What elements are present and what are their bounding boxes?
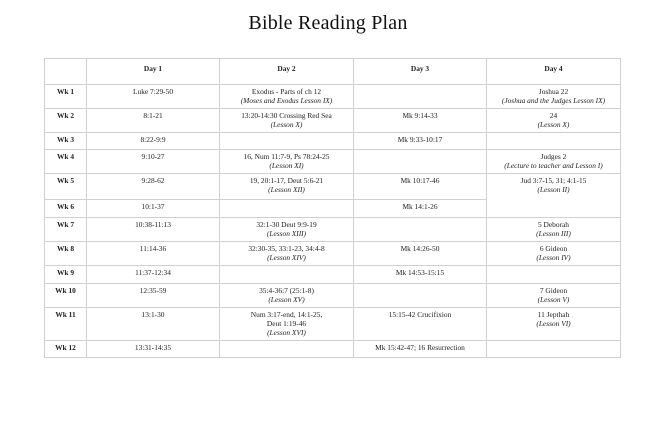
reading-text: 13:20-14:30 Crossing Red Sea bbox=[241, 111, 332, 120]
day-3-cell bbox=[354, 200, 487, 218]
week-label: Wk 1 bbox=[45, 85, 87, 109]
day-4-cell bbox=[487, 150, 621, 174]
reading-text: 35:4-36:7 (25:1-8) bbox=[259, 286, 314, 295]
day-4-cell bbox=[487, 85, 621, 109]
header-day-4: Day 4 bbox=[487, 59, 621, 85]
day-4-cell bbox=[487, 266, 621, 284]
lesson-note: (Lecture to teacher and Lesson I) bbox=[504, 161, 603, 170]
day-4-cell bbox=[487, 242, 621, 266]
day-4-cell bbox=[487, 284, 621, 308]
header-day-3: Day 3 bbox=[354, 59, 487, 85]
week-label: Wk 3 bbox=[45, 133, 87, 150]
week-label: Wk 10 bbox=[45, 284, 87, 308]
table-row bbox=[45, 308, 621, 341]
table-row bbox=[45, 341, 621, 358]
lesson-note: (Lesson XV) bbox=[268, 295, 305, 304]
lesson-note: (Lesson V) bbox=[537, 295, 570, 304]
day-3-cell bbox=[354, 218, 487, 242]
day-3-cell bbox=[354, 85, 487, 109]
week-label: Wk 2 bbox=[45, 109, 87, 133]
lesson-note: (Moses and Exodus Lesson IX) bbox=[240, 96, 333, 105]
week-label: Wk 12 bbox=[45, 341, 87, 358]
day-3-cell bbox=[354, 266, 487, 284]
day-1-cell bbox=[87, 174, 220, 200]
day-1-cell bbox=[87, 266, 220, 284]
day-1-cell bbox=[87, 200, 220, 218]
reading-text: Mk 10:17-46 bbox=[400, 176, 440, 185]
reading-text: Joshua 22 bbox=[538, 87, 569, 96]
reading-text: Luke 7:29-50 bbox=[132, 87, 174, 96]
table-row bbox=[45, 284, 621, 308]
lesson-note: (Lesson IV) bbox=[536, 253, 571, 262]
reading-text: Num 3:17-end, 14:1-25, bbox=[250, 310, 323, 319]
day-1-cell bbox=[87, 85, 220, 109]
reading-text: Judges 2 bbox=[540, 152, 567, 161]
table-row bbox=[45, 109, 621, 133]
lesson-note: (Lesson XII) bbox=[268, 185, 305, 194]
reading-plan-body bbox=[45, 85, 621, 358]
table-row bbox=[45, 266, 621, 284]
lesson-note: (Lesson XVI) bbox=[267, 328, 306, 337]
day-4-cell bbox=[487, 174, 621, 218]
reading-text: Jud 3:7-15, 31; 4:1-15 bbox=[520, 176, 587, 185]
day-3-cell bbox=[354, 174, 487, 200]
header-day-2: Day 2 bbox=[220, 59, 354, 85]
day-2-cell bbox=[220, 308, 354, 341]
day-3-cell bbox=[354, 341, 487, 358]
day-1-cell bbox=[87, 109, 220, 133]
header-day-1: Day 1 bbox=[87, 59, 220, 85]
page-title: Bible Reading Plan bbox=[248, 12, 408, 34]
lesson-note: (Lesson II) bbox=[537, 185, 570, 194]
lesson-note: (Lesson VI) bbox=[536, 319, 571, 328]
reading-text: 10:38-11:13 bbox=[135, 220, 171, 229]
reading-text: 13:31-14:35 bbox=[134, 343, 172, 352]
day-4-cell bbox=[487, 109, 621, 133]
day-3-cell bbox=[354, 109, 487, 133]
reading-text: Mk 9:33-10:17 bbox=[397, 135, 443, 144]
day-4-cell bbox=[487, 341, 621, 358]
reading-text: 32:30-35, 33:1-23, 34:4-8 bbox=[248, 244, 325, 253]
day-2-cell bbox=[220, 109, 354, 133]
day-1-cell bbox=[87, 341, 220, 358]
day-3-cell bbox=[354, 150, 487, 174]
day-2-cell bbox=[220, 341, 354, 358]
reading-text: 6 Gideon bbox=[539, 244, 568, 253]
reading-text: 10:1-37 bbox=[141, 202, 165, 211]
week-label: Wk 11 bbox=[45, 308, 87, 341]
reading-text: 13:1-30 bbox=[141, 310, 165, 319]
table-row bbox=[45, 218, 621, 242]
reading-text: 32:1-30 Deut 9:9-19 bbox=[256, 220, 317, 229]
day-1-cell bbox=[87, 308, 220, 341]
reading-text: Exodus - Parts of ch 12 bbox=[251, 87, 322, 96]
reading-text: 7 Gideon bbox=[539, 286, 568, 295]
day-2-cell bbox=[220, 284, 354, 308]
reading-text: Mk 14:26-50 bbox=[400, 244, 440, 253]
header-row bbox=[45, 59, 621, 85]
reading-text: 8:1-21 bbox=[143, 111, 163, 120]
reading-text: Mk 14:53-15:15 bbox=[395, 268, 445, 277]
week-label: Wk 4 bbox=[45, 150, 87, 174]
day-4-cell bbox=[487, 218, 621, 242]
day-2-cell bbox=[220, 133, 354, 150]
day-2-cell bbox=[220, 200, 354, 218]
lesson-note: (Lesson III) bbox=[536, 229, 571, 238]
table-row bbox=[45, 242, 621, 266]
lesson-note: (Lesson X) bbox=[270, 120, 303, 129]
reading-text: 16, Num 11:7-9, Ps 78:24-25 bbox=[243, 152, 330, 161]
reading-text: Mk 14:1-26 bbox=[402, 202, 438, 211]
day-2-cell bbox=[220, 266, 354, 284]
lesson-note: (Lesson XIII) bbox=[266, 229, 307, 238]
lesson-note: (Lesson XIV) bbox=[267, 253, 306, 262]
reading-text: 24 bbox=[549, 111, 558, 120]
day-1-cell bbox=[87, 150, 220, 174]
lesson-note: (Lesson XI) bbox=[269, 161, 304, 170]
table-row bbox=[45, 174, 621, 200]
reading-text: Mk 9:14-33 bbox=[402, 111, 438, 120]
day-2-cell bbox=[220, 218, 354, 242]
week-label: Wk 8 bbox=[45, 242, 87, 266]
day-2-cell bbox=[220, 85, 354, 109]
lesson-note: (Joshua and the Judges Lesson IX) bbox=[501, 96, 606, 105]
week-label: Wk 7 bbox=[45, 218, 87, 242]
reading-text: Deut 1:19-46 bbox=[266, 319, 307, 328]
reading-text: 12:35-59 bbox=[139, 286, 167, 295]
reading-text: 9:28-62 bbox=[141, 176, 165, 185]
reading-text: 19, 20:1-17, Deut 5:6-21 bbox=[249, 176, 324, 185]
reading-plan-table bbox=[44, 58, 621, 358]
header-corner bbox=[45, 59, 87, 85]
reading-text: 11:37-12:34 bbox=[135, 268, 171, 277]
day-3-cell bbox=[354, 133, 487, 150]
reading-text: 11:14-36 bbox=[139, 244, 167, 253]
reading-text: Mk 15:42-47; 16 Resurrection bbox=[375, 343, 465, 352]
day-1-cell bbox=[87, 133, 220, 150]
day-1-cell bbox=[87, 242, 220, 266]
reading-text: 11 Jepthah bbox=[537, 310, 570, 319]
day-4-cell bbox=[487, 133, 621, 150]
week-label: Wk 5 bbox=[45, 174, 87, 200]
reading-text: 8:22-9:9 bbox=[140, 135, 166, 144]
day-1-cell bbox=[87, 284, 220, 308]
day-2-cell bbox=[220, 174, 354, 200]
reading-text: 5 Deborah bbox=[538, 220, 569, 229]
table-row bbox=[45, 133, 621, 150]
day-1-cell bbox=[87, 218, 220, 242]
day-3-cell bbox=[354, 284, 487, 308]
day-2-cell bbox=[220, 242, 354, 266]
lesson-note: (Lesson X) bbox=[537, 120, 570, 129]
table-row bbox=[45, 85, 621, 109]
week-label: Wk 6 bbox=[45, 200, 87, 218]
week-label: Wk 9 bbox=[45, 266, 87, 284]
reading-text: 15:15-42 Crucifixion bbox=[388, 310, 452, 319]
table-row bbox=[45, 150, 621, 174]
day-3-cell bbox=[354, 308, 487, 341]
day-3-cell bbox=[354, 242, 487, 266]
day-4-cell bbox=[487, 308, 621, 341]
reading-text: 9:10-27 bbox=[141, 152, 165, 161]
day-2-cell bbox=[220, 150, 354, 174]
